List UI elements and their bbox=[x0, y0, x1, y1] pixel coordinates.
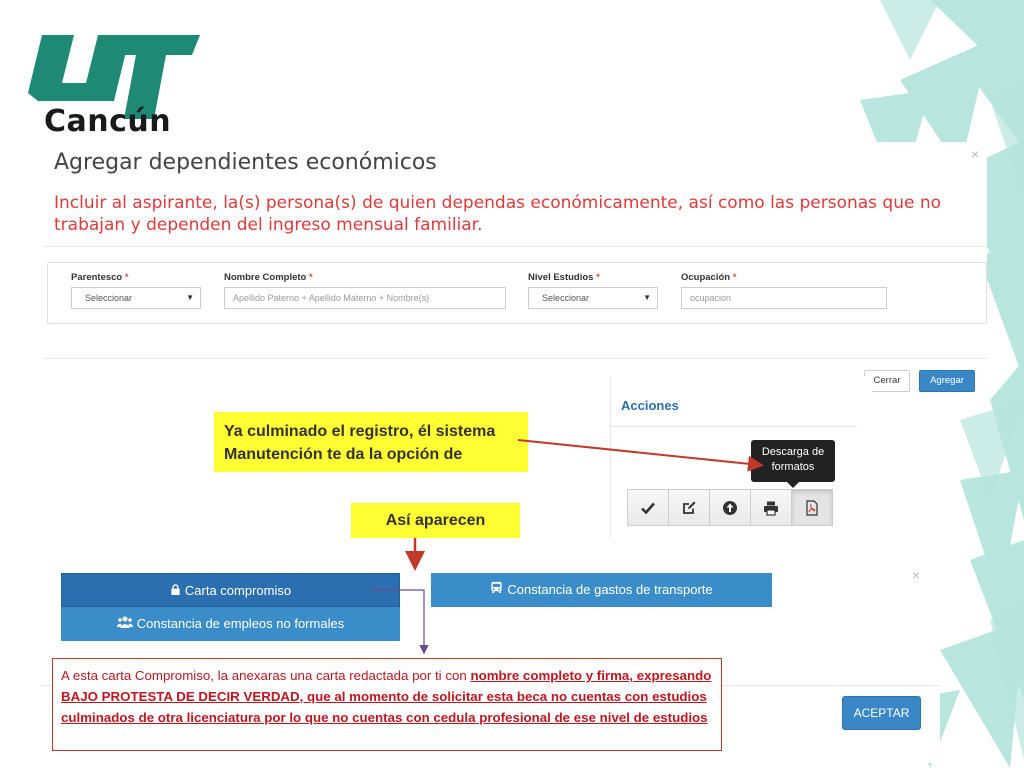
constancia-empleos-button[interactable] bbox=[61, 607, 400, 641]
carta-compromiso-note bbox=[52, 658, 722, 751]
close-icon[interactable]: × bbox=[911, 567, 920, 583]
acciones-panel bbox=[610, 376, 872, 538]
logo-city-text: Cancún bbox=[44, 104, 172, 139]
carta-compromiso-button[interactable] bbox=[61, 573, 400, 607]
parentesco-select[interactable]: Seleccionar ▼ bbox=[71, 287, 201, 309]
upload-icon bbox=[722, 500, 738, 516]
field-ocupacion bbox=[681, 272, 887, 309]
print-icon bbox=[763, 500, 779, 516]
caret-down-icon: ▼ bbox=[643, 293, 651, 302]
add-dependents-modal bbox=[44, 142, 987, 397]
acciones-title: Acciones bbox=[621, 398, 679, 413]
lock-icon bbox=[170, 574, 181, 608]
divider bbox=[611, 426, 857, 427]
print-button[interactable] bbox=[750, 489, 792, 526]
download-pdf-button[interactable] bbox=[791, 489, 833, 526]
check-button[interactable] bbox=[627, 489, 669, 526]
caret-down-icon: ▼ bbox=[186, 293, 194, 302]
callout-asi-aparecen: Así aparecen bbox=[351, 503, 520, 538]
field-parentesco bbox=[71, 272, 201, 309]
nivel-select[interactable]: Seleccionar ▼ bbox=[528, 287, 658, 309]
constancia-transporte-label: Constancia de gastos de transporte bbox=[507, 582, 713, 597]
note-intro: A esta carta Compromiso, la anexaras una carta redactada por ti con bbox=[61, 668, 471, 683]
ocupacion-label: Ocupación * bbox=[681, 272, 737, 283]
callout-registro: Ya culminado el registro, él sistema Manutención te da la opción de bbox=[214, 412, 528, 472]
close-icon[interactable]: × bbox=[970, 146, 979, 162]
check-icon bbox=[640, 500, 656, 516]
constancia-empleos-label: Constancia de empleos no formales bbox=[136, 616, 345, 631]
bus-icon bbox=[490, 573, 503, 607]
nombre-input[interactable]: Apellido Paterno + Apellido Materno + Nombre(s) bbox=[224, 287, 506, 309]
ocupacion-input[interactable]: ocupacion bbox=[681, 287, 887, 309]
nombre-label: Nombre Completo * bbox=[224, 272, 313, 283]
modal-instruction: Incluir al aspirante, la(s) persona(s) de quien dependas económicamente, así como las personas que no trabajan y dependen del ingreso mensual familiar. bbox=[54, 193, 942, 235]
divider bbox=[44, 358, 987, 359]
dependent-form bbox=[47, 262, 987, 324]
aceptar-button[interactable]: ACEPTAR bbox=[842, 696, 921, 730]
nivel-label: Nivel Estudios * bbox=[528, 272, 600, 283]
edit-button[interactable] bbox=[668, 489, 710, 526]
edit-icon bbox=[681, 500, 697, 516]
cerrar-button[interactable]: Cerrar bbox=[864, 370, 910, 392]
modal-title: Agregar dependientes económicos bbox=[54, 150, 437, 175]
note-emphasis: nombre completo y firma, expresando BAJO PROTESTA DE DECIR VERDAD, que al momento de solicitar esta beca no cuentas con estudios culminados de otra licenciatura por lo que no cuentas con cedula profesional de ese nivel de estudios bbox=[61, 668, 712, 725]
divider bbox=[44, 246, 987, 247]
download-formats-tooltip: Descarga de formatos bbox=[751, 440, 835, 482]
parentesco-label: Parentesco * bbox=[71, 272, 129, 283]
pdf-icon bbox=[804, 500, 820, 516]
agregar-button[interactable]: Agregar bbox=[919, 370, 975, 392]
upload-button[interactable] bbox=[709, 489, 751, 526]
carta-compromiso-label: Carta compromiso bbox=[184, 583, 292, 598]
action-toolbar bbox=[627, 489, 832, 527]
field-nivel bbox=[528, 272, 658, 309]
users-icon bbox=[117, 607, 133, 641]
constancia-transporte-button[interactable] bbox=[431, 573, 772, 607]
field-nombre bbox=[224, 272, 506, 309]
